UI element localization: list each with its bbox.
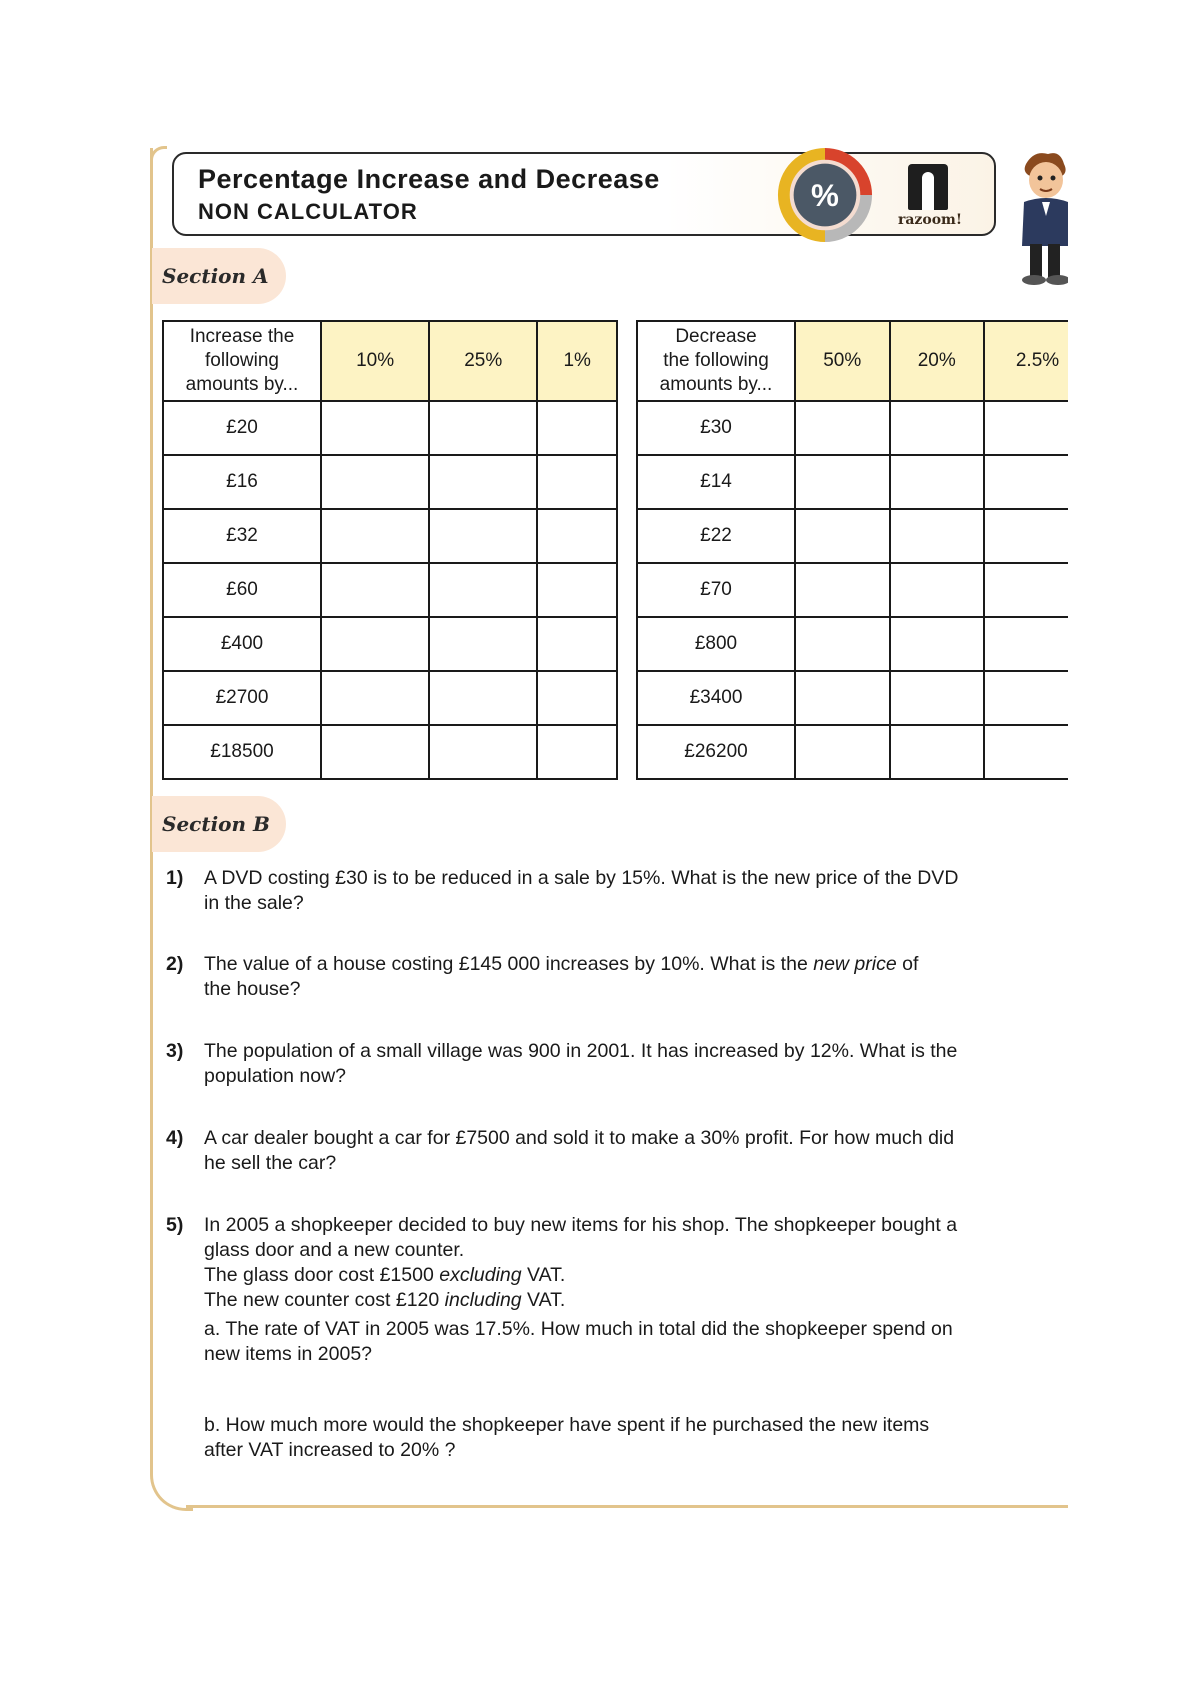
brand-name: razoom! [897,212,963,228]
answer-cell[interactable] [321,671,429,725]
answer-cell[interactable] [429,725,537,779]
table-row [163,617,617,671]
table-row [637,563,1068,617]
answer-cell[interactable] [795,401,890,455]
answer-cell[interactable] [429,455,537,509]
answer-cell[interactable] [984,617,1068,671]
answer-cell[interactable] [795,509,890,563]
amount-cell: £2700 [163,671,321,725]
answer-cell[interactable] [321,455,429,509]
column-header: 10% [321,321,429,401]
answer-cell[interactable] [537,455,617,509]
amount-cell: £22 [637,509,795,563]
answer-cell[interactable] [890,617,985,671]
brand-logo [888,164,972,230]
amount-cell: £800 [637,617,795,671]
answer-cell[interactable] [984,725,1068,779]
percent-logo-symbol: % [811,177,839,213]
answer-cell[interactable] [321,563,429,617]
answer-cell[interactable] [537,617,617,671]
answer-cell[interactable] [537,509,617,563]
answer-cell[interactable] [429,563,537,617]
increase-table-heading: Increase the following amounts by... [163,321,321,401]
column-header: 25% [429,321,537,401]
answer-cell[interactable] [795,725,890,779]
worksheet-header [172,152,996,236]
answer-cell[interactable] [429,401,537,455]
amount-cell: £3400 [637,671,795,725]
table-row [163,563,617,617]
answer-cell[interactable] [537,563,617,617]
question-5a: a. The rate of VAT in 2005 was 17.5%. How much in total did the shopkeeper spend on new items in 2005? [204,1318,953,1365]
table-row [637,401,1068,455]
answer-cell[interactable] [321,725,429,779]
table-row [163,401,617,455]
column-header: 50% [795,321,890,401]
amount-cell: £20 [163,401,321,455]
decrease-table [636,320,1068,780]
answer-cell[interactable] [890,455,985,509]
table-row [163,509,617,563]
answer-cell[interactable] [537,725,617,779]
answer-cell[interactable] [321,401,429,455]
answer-cell[interactable] [890,401,985,455]
section-b-label: Section B [162,812,270,836]
amount-cell: £18500 [163,725,321,779]
brand-mark-icon [908,164,948,210]
answer-cell[interactable] [984,455,1068,509]
answer-cell[interactable] [890,671,985,725]
table-row [637,509,1068,563]
answer-cell[interactable] [795,617,890,671]
answer-cell[interactable] [984,401,1068,455]
answer-cell[interactable] [890,725,985,779]
section-a-tab [152,248,286,304]
answer-cell[interactable] [429,509,537,563]
increase-table [162,320,618,780]
column-header: 20% [890,321,985,401]
answer-cell[interactable] [537,671,617,725]
amount-cell: £30 [637,401,795,455]
answer-cell[interactable] [795,563,890,617]
question-5b: b. How much more would the shopkeeper have spent if he purchased the new items after VAT increased to 20% ? [204,1414,930,1461]
answer-cell[interactable] [537,401,617,455]
table-row [637,671,1068,725]
worksheet-page: Percentage Increase and Decrease NON CALCULATOR % razoom! Section A Increase the following amounts by... 10% 25% 1% £20 £16 £32 £60 £400 £2700 £18500 Decrease the following amounts by... 50% 20% 2.5% £30 £14 £22 £70 £800 £3400 £26200 Section B 1) A DVD costing £30 is to be reduced in a sale by 15%. What is the new price of the DVD in the sale? 2) The value of a house costing £145 000 increases by 10%. What is the new price of the house? 3) The population of a small village was 900 in 2001. It has increased by 12%. What is the population now? 4) A car dealer bought a car for £7500 and sold it to make a 30% profit. For how much did he sell the car? 5) In 2005 a shopkeeper decided to buy new items for his shop. The shopkeeper bought a glass door and a new counter. The glass door cost £1500 excluding VAT. The new counter cost £120 including VAT. a. The rate of VAT in 2005 was 17.5%. How much in total did the shopkeeper spend on new items in 2005? b. How much more would the shopkeeper have spent if he purchased the new items after VAT increased to 20% ? [0,0,1068,1696]
amount-cell: £26200 [637,725,795,779]
section-b-tab [152,796,286,852]
decrease-table-heading: Decrease the following amounts by... [637,321,795,401]
amount-cell: £14 [637,455,795,509]
table-row [637,617,1068,671]
answer-cell[interactable] [321,617,429,671]
amount-cell: £70 [637,563,795,617]
amount-cell: £16 [163,455,321,509]
answer-cell[interactable] [890,509,985,563]
cartoon-boy-icon [1004,146,1068,288]
answer-cell[interactable] [984,563,1068,617]
answer-cell[interactable] [321,509,429,563]
page-title: Percentage Increase and Decrease [198,164,660,194]
amount-cell: £400 [163,617,321,671]
answer-cell[interactable] [795,455,890,509]
section-a-label: Section A [162,264,269,288]
page-subtitle: NON CALCULATOR [198,199,418,224]
percent-logo-icon [776,146,874,244]
answer-cell[interactable] [984,671,1068,725]
table-row [163,671,617,725]
page-frame-bottom [186,1505,1068,1508]
table-row [163,455,617,509]
answer-cell[interactable] [890,563,985,617]
answer-cell[interactable] [429,671,537,725]
amount-cell: £32 [163,509,321,563]
table-row [637,455,1068,509]
answer-cell[interactable] [984,509,1068,563]
answer-cell[interactable] [429,617,537,671]
table-row [163,725,617,779]
answer-cell[interactable] [795,671,890,725]
table-row [637,725,1068,779]
column-header: 2.5% [984,321,1068,401]
column-header: 1% [537,321,617,401]
amount-cell: £60 [163,563,321,617]
